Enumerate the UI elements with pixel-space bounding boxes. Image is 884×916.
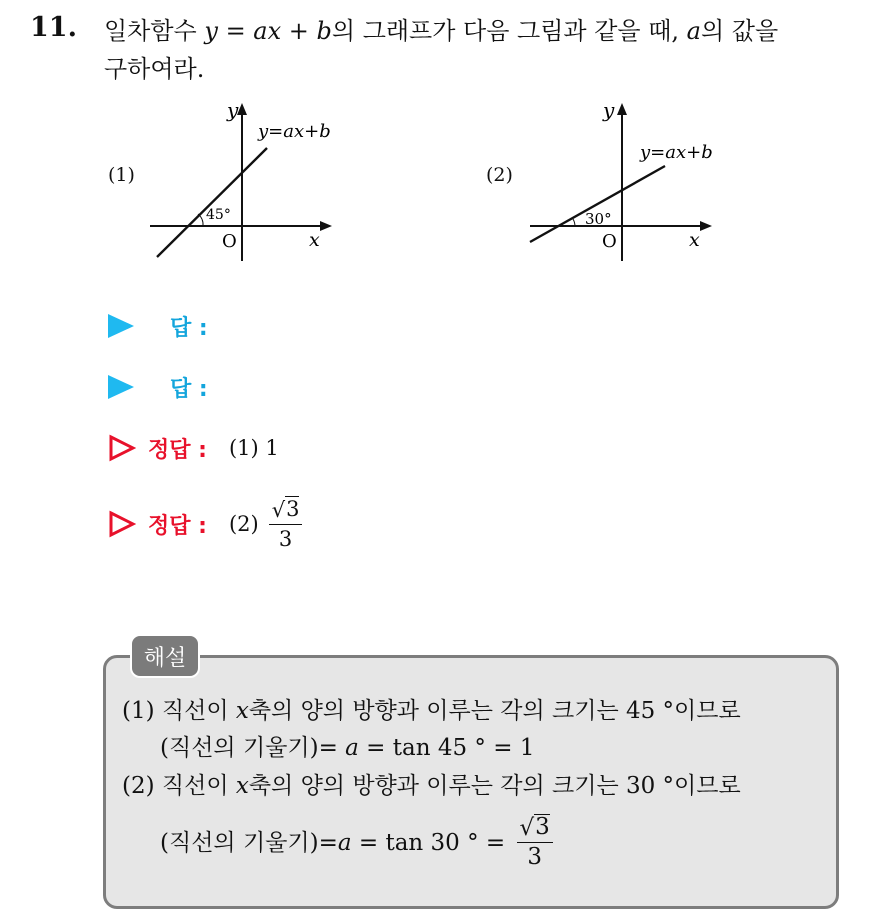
graph-2-label: (2) (486, 164, 513, 186)
outline-triangle-icon (108, 434, 136, 462)
play-arrow-icon (108, 375, 134, 399)
graph-2-line (530, 166, 665, 242)
correct-answer-part: (2) (228, 512, 259, 536)
answer-label: 답 : (170, 376, 208, 402)
play-arrow-icon (108, 314, 134, 338)
variable-a: a (337, 829, 352, 856)
outline-triangle-icon (108, 510, 136, 538)
correct-answer-value (229, 496, 303, 553)
answer-label: 답 : (170, 315, 208, 341)
answer-row-2[interactable] (108, 367, 208, 407)
question-text-part: 의 그래프가 다음 그림과 같을 때, (331, 17, 687, 45)
solution-line-4 (160, 814, 553, 871)
sqrt-icon: √ 3 (271, 496, 300, 522)
fraction-numerator (269, 496, 303, 525)
graph-2-x-label: x (689, 229, 700, 251)
variable-x: x (235, 773, 249, 799)
graph-2-angle-arc (573, 219, 575, 226)
correct-answer-2 (108, 496, 302, 552)
solution-text: = tan 45 ° = 1 (358, 735, 535, 761)
fraction-denominator: 3 (527, 844, 542, 870)
graph-1-angle-label: 45° (206, 207, 231, 223)
graph-1-x-arrow-icon (320, 221, 332, 231)
correct-answer-label: 정답 : (148, 513, 207, 539)
question-number: 11. (30, 12, 77, 43)
question-text-part: 일차함수 (104, 17, 205, 45)
correct-answer-value (229, 436, 279, 460)
graph-1-x-label: x (309, 229, 320, 251)
answer-row-1[interactable] (108, 306, 208, 346)
variable-x: x (235, 698, 249, 724)
variable-a: a (345, 735, 359, 761)
graph-2-y-label: y (603, 98, 615, 122)
solution-text: (직선의 기울기)= (160, 735, 346, 761)
graph-1-line (157, 148, 267, 257)
graph-1-label: (1) (108, 164, 135, 186)
solution-text: (1) 직선이 (122, 698, 236, 724)
solution-text: (2) 직선이 (122, 773, 236, 799)
solution-text: (직선의 기울기)= (160, 829, 338, 856)
correct-answer-part: (1) (228, 436, 259, 460)
graph-1-y-label: y (227, 98, 239, 122)
solution-text: 축의 양의 방향과 이루는 각의 크기는 45 °이므로 (248, 698, 741, 724)
function-expression: y = ax + b (204, 17, 332, 45)
fraction-denominator: 3 (278, 526, 293, 551)
variable-a: a (686, 17, 701, 45)
fraction (269, 496, 303, 553)
correct-answer-number: 1 (265, 436, 279, 460)
fraction (517, 814, 553, 871)
solution-text: = tan 30 ° = (351, 829, 513, 856)
graph-2-angle-label: 30° (585, 210, 612, 228)
question-text-line2: 구하여라. (104, 55, 205, 83)
sqrt-icon: √ 3 (519, 814, 550, 841)
graph-1-y-arrow-icon (237, 103, 247, 115)
graph-2-x-arrow-icon (700, 221, 712, 231)
graph-2-line-label: y=ax+b (640, 142, 713, 163)
graph-2-y-arrow-icon (617, 103, 627, 115)
graph-1-line-label: y=ax+b (258, 121, 331, 142)
question-text (104, 12, 864, 88)
solution-badge: 해설 (130, 634, 200, 678)
graph-1-origin-label: O (222, 231, 237, 252)
correct-answer-label: 정답 : (148, 437, 207, 463)
fraction-numerator (517, 814, 553, 843)
graph-2 (520, 95, 730, 270)
solution-line-2 (160, 730, 534, 766)
solution-line-3 (122, 768, 741, 804)
graph-2-origin-label: O (602, 231, 617, 252)
question-text-part: 의 값을 (700, 17, 779, 45)
graph-1 (140, 95, 350, 270)
solution-text: 축의 양의 방향과 이루는 각의 크기는 30 °이므로 (248, 773, 741, 799)
solution-line-1 (122, 693, 741, 729)
correct-answer-1 (108, 428, 279, 468)
